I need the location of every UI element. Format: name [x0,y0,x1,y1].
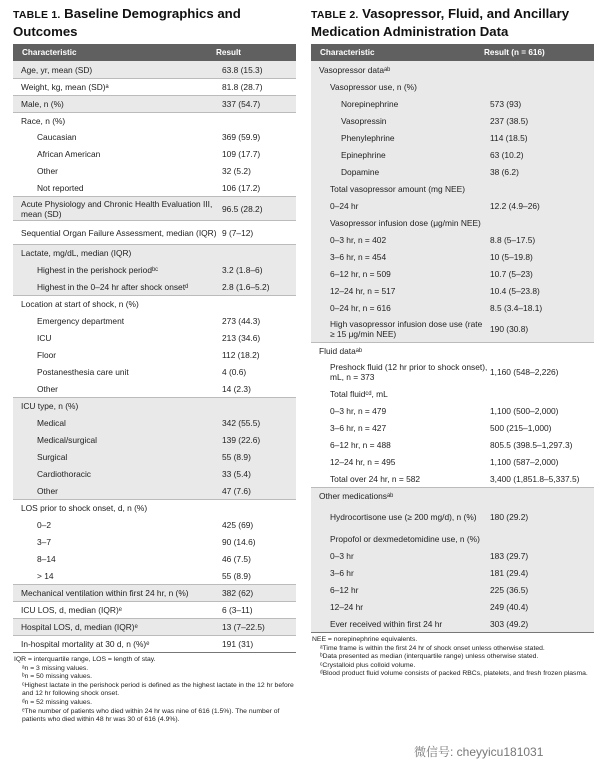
table-row [311,530,594,547]
table-row [13,567,296,584]
row-label: 3–7 [37,536,51,547]
row-value: 63 (10.2) [490,149,524,160]
row-label: Medical/surgical [37,434,98,445]
row-value: 369 (59.9) [222,131,261,142]
row-value: 1,160 (548–2,226) [490,367,559,377]
row-label: Vasopressor dataᵃᵇ [319,64,391,75]
row-label: Surgical [37,451,68,462]
row-label: Vasopressor use, n (%) [330,81,417,92]
table-2-body [311,61,594,633]
table-row [311,316,594,342]
row-label: 0–24 hr [330,200,359,211]
row-value: 237 (38.5) [490,115,529,126]
row-value: 8.5 (3.4–18.1) [490,302,543,313]
table-row [311,248,594,265]
table-row [13,162,296,179]
footnote: IQR = interquartile range, LOS = length of stay. [14,656,156,663]
row-value: 106 (17.2) [222,182,261,193]
row-label: Age, yr, mean (SD) [21,64,93,75]
row-value: 337 (54.7) [222,99,261,109]
row-label: 6–12 hr, n = 509 [330,268,391,279]
table-row [13,516,296,533]
row-value: 55 (8.9) [222,570,251,581]
row-label: 6–12 hr, n = 488 [330,439,391,450]
table-row [311,231,594,248]
row-label: ICU LOS, d, median (IQR)ᵉ [21,605,122,615]
table-row [311,95,594,112]
table-row [13,499,296,516]
table-1-footnotes [13,656,296,725]
table-row [13,635,296,652]
table-row [13,448,296,465]
table-row [311,282,594,299]
header-result: Result [216,48,242,57]
row-value: 3,400 (1,851.8–5,337.5) [490,473,580,484]
row-label: Sequential Organ Failure Assessment, median (IQR) [21,227,217,238]
table-row [13,329,296,346]
row-value: 9 (7–12) [222,227,254,238]
row-value: 225 (36.5) [490,584,529,595]
row-label: Highest in the perishock periodᵇᶜ [37,264,159,275]
table-row [13,414,296,431]
row-value: 303 (49.2) [490,618,529,629]
row-value: 4 (0.6) [222,366,247,377]
footnote: ᵇData presented as median (interquartile range) unless otherwise stated. [320,653,539,661]
table-row [13,397,296,414]
row-value: 139 (22.6) [222,434,261,445]
table-row [13,533,296,550]
table-2-title [311,6,594,38]
row-label: 3–6 hr, n = 454 [330,251,387,262]
table-row [311,61,594,78]
row-label: 12–24 hr, n = 495 [330,456,396,467]
table-row [311,146,594,163]
table-row [13,346,296,363]
row-label: 3–6 hr [330,567,354,578]
row-label: Mechanical ventilation within first 24 hr, n (%) [21,588,189,598]
row-label: Total over 24 hr, n = 582 [330,473,421,484]
table-row [311,385,594,402]
row-label: LOS prior to shock onset, d, n (%) [21,503,148,513]
row-value: 10 (5–19.8) [490,251,533,262]
table-2-title-text: Vasopressor, Fluid, and Ancillary Medication Administration Data [311,6,570,39]
table-row [311,129,594,146]
table-row [13,601,296,618]
table-1 [13,6,296,725]
watermark: 微信号: cheyyicu181031 [414,745,544,759]
row-label: Total fluidᶜᵈ, mL [330,388,388,399]
table-row [311,419,594,436]
table-row [311,180,594,197]
table-row [311,402,594,419]
table-1-header [13,44,296,61]
row-label: > 14 [37,570,54,581]
row-label: 8–14 [37,553,56,564]
table-row [13,112,296,128]
row-value: 382 (62) [222,588,254,598]
row-label: Lactate, mg/dL, median (IQR) [21,248,132,258]
table-row [311,615,594,632]
row-label: ICU [37,332,52,343]
row-value: 3.2 (1.8–6) [222,264,263,275]
row-value: 573 (93) [490,98,522,109]
row-label: Hydrocortisone use (≥ 200 mg/d), n (%) [330,512,477,522]
row-value: 1,100 (587–2,000) [490,456,559,467]
table-row [13,244,296,261]
row-label: Norepinephrine [341,98,399,109]
row-label: 12–24 hr, n = 517 [330,285,396,296]
row-value: 96.5 (28.2) [222,203,263,214]
table-row [13,482,296,499]
table-row [311,487,594,504]
row-value: 13 (7–22.5) [222,622,265,632]
row-label: Propofol or dexmedetomidine use, n (%) [330,533,480,544]
table-row [311,453,594,470]
row-label: 6–12 hr [330,584,359,595]
row-value: 10.4 (5–23.8) [490,285,540,296]
row-label: In-hospital mortality at 30 d, n (%)ᵉ [21,639,150,649]
header-result: Result (n = 616) [484,48,545,57]
table-row [13,128,296,145]
row-value: 114 (18.5) [490,132,528,143]
row-value: 805.5 (398.5–1,297.3) [490,439,573,450]
table-row [13,78,296,95]
table-row [311,564,594,581]
table-2-number: TABLE 2. [311,9,359,21]
row-value: 12.2 (4.9–26) [490,200,540,211]
row-label: Other [37,383,58,394]
row-label: Phenylephrine [341,132,395,143]
row-label: Vasopressin [341,115,387,126]
row-value: 46 (7.5) [222,553,251,564]
row-label: 0–24 hr, n = 616 [330,302,391,313]
row-label: High vasopressor infusion dose use (rate ≥ 15 μg/min NEE) [330,319,483,339]
footnote: ᵈn = 52 missing values. [22,698,93,706]
table-row [13,95,296,112]
table-1-body [13,61,296,653]
table-row [13,295,296,312]
row-value: 500 (215–1,000) [490,422,552,433]
row-label: Postanesthesia care unit [37,366,129,377]
row-label: Other [37,165,58,176]
table-row [311,214,594,231]
row-value: 33 (5.4) [222,468,251,479]
row-label: Weight, kg, mean (SD)ᵃ [21,82,109,92]
footnote: ᵃTime frame is within the first 24 hr of shock onset unless otherwise stated. [320,644,545,652]
table-row [13,179,296,196]
row-label: Medical [37,417,66,428]
table-row [13,278,296,295]
table-row [311,78,594,95]
row-label: Floor [37,349,57,360]
table-1-number: TABLE 1. [13,9,61,21]
table-1-title [13,6,296,38]
row-label: Hospital LOS, d, median (IQR)ᵉ [21,622,138,632]
row-label: Acute Physiology and Chronic Health Evaluation III, mean (SD) [21,198,213,219]
footnote: ᵉThe number of patients who died within 24 hr was nine of 616 (1.5%). The number of patients who died within 48 hr was 30 of 616 (4.9%). [22,707,280,724]
table-row [13,312,296,329]
row-label: Emergency department [37,315,125,326]
row-value: 109 (17.7) [222,148,261,159]
table-row [311,299,594,316]
footnote: ᵃn = 3 missing values. [22,664,89,672]
row-value: 32 (5.2) [222,165,251,176]
table-row [311,359,594,385]
table-row [13,196,296,220]
row-value: 6 (3–11) [222,605,253,615]
table-row [311,504,594,530]
row-label: Not reported [37,182,84,193]
table-row [13,550,296,567]
table-row [311,436,594,453]
table-row [311,112,594,129]
row-label: Dopamine [341,166,380,177]
row-label: 0–3 hr [330,550,354,561]
row-value: 190 (30.8) [490,324,529,334]
footnote: ᶜCrystalloid plus colloid volume. [320,661,416,669]
row-label: Total vasopressor amount (mg NEE) [330,183,465,194]
row-value: 342 (55.5) [222,417,261,428]
row-value: 8.8 (5–17.5) [490,234,536,245]
table-row [311,470,594,487]
row-value: 112 (18.2) [222,349,260,360]
table-row [13,584,296,601]
row-label: Epinephrine [341,149,386,160]
row-value: 183 (29.7) [490,550,529,561]
row-label: African American [37,148,101,159]
row-label: Fluid dataᵃᵇ [319,346,363,356]
table-row [311,163,594,180]
row-value: 273 (44.3) [222,315,261,326]
row-value: 425 (69) [222,519,254,530]
row-label: Location at start of shock, n (%) [21,299,139,309]
row-value: 47 (7.6) [222,485,251,496]
row-value: 181 (29.4) [490,567,529,578]
table-row [311,265,594,282]
header-characteristic: Characteristic [320,48,375,57]
table-2-header [311,44,594,61]
table-row [13,61,296,78]
row-label: Vasopressor infusion dose (μg/min NEE) [330,217,481,228]
footnote: ᵇn = 50 missing values. [22,673,93,681]
row-label: Highest in the 0–24 hr after shock onsetᵈ [37,281,189,292]
row-value: 14 (2.3) [222,383,251,394]
row-label: 0–2 [37,519,51,530]
footnote: ᵈBlood product fluid volume consists of packed RBCs, platelets, and fresh frozen plasma. [320,670,588,678]
row-label: Male, n (%) [21,99,64,109]
header-characteristic: Characteristic [22,48,77,57]
table-row [311,197,594,214]
row-value: 191 (31) [222,639,254,649]
row-label: Ever received within first 24 hr [330,618,443,629]
row-label: 0–3 hr, n = 402 [330,234,387,245]
row-value: 249 (40.4) [490,601,529,612]
row-value: 55 (8.9) [222,451,251,462]
row-label: Preshock fluid (12 hr prior to shock onset), mL, n = 373 [330,362,488,382]
row-label: ICU type, n (%) [21,401,79,411]
footnote: ᶜHighest lactate in the perishock period is defined as the highest lactate in the 12 hr before and 12 hr following shock onset. [22,681,294,698]
row-label: 12–24 hr [330,601,364,612]
row-value: 38 (6.2) [490,166,519,177]
table-row [311,547,594,564]
row-value: 180 (29.2) [490,512,529,522]
row-value: 81.8 (28.7) [222,82,263,92]
row-label: 0–3 hr, n = 479 [330,405,387,416]
table-row [13,220,296,244]
row-label: Race, n (%) [21,115,66,126]
table-row [13,380,296,397]
row-value: 10.7 (5–23) [490,268,533,279]
row-value: 213 (34.6) [222,332,261,343]
row-value: 2.8 (1.6–5.2) [222,281,270,292]
row-label: Cardiothoracic [37,468,91,479]
table-row [13,363,296,380]
table-row [13,431,296,448]
table-row [311,581,594,598]
table-2 [311,6,594,679]
table-1-title-text: Baseline Demographics and Outcomes [13,6,241,39]
row-label: Other medicationsᵃᵇ [319,491,394,501]
footnote: NEE = norepinephrine equivalents. [312,636,418,643]
table-row [13,261,296,278]
row-value: 90 (14.6) [222,536,256,547]
row-value: 63.8 (15.3) [222,64,263,75]
row-value: 1,100 (500–2,000) [490,405,559,416]
table-row [311,598,594,615]
row-label: 3–6 hr, n = 427 [330,422,387,433]
table-row [13,618,296,635]
table-row [13,145,296,162]
row-label: Caucasian [37,131,77,142]
row-label: Other [37,485,58,496]
table-2-footnotes [311,636,594,679]
table-row [13,465,296,482]
table-row [311,342,594,359]
